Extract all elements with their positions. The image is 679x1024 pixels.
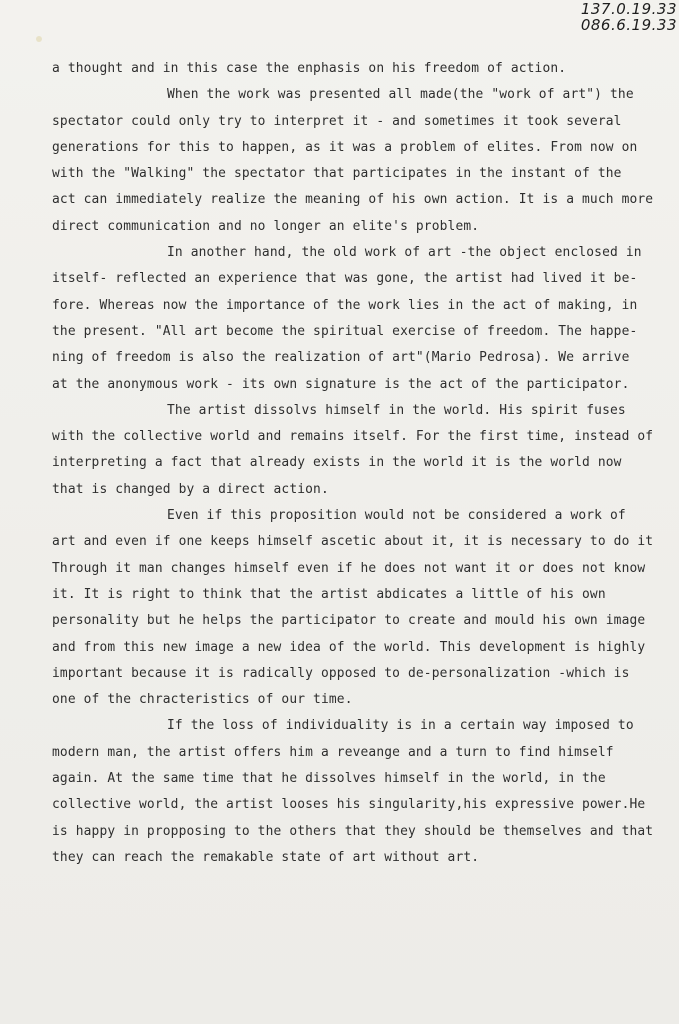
text-line: collective world, the artist looses his singularity,his expressive power.He	[52, 797, 646, 813]
text-line: with the collective world and remains itself. For the first time, instead of	[52, 429, 654, 445]
text-line: personality but he helps the participator to create and mould his own image	[52, 613, 646, 629]
text-line: The artist dissolvs himself in the world. His spirit fuses	[167, 402, 626, 418]
text-line: itself- reflected an experience that was gone, the artist had lived it be-	[52, 271, 638, 287]
archive-code-secondary: 086.6.19.33	[580, 16, 677, 34]
text-line: If the loss of individuality is in a certain way imposed to	[167, 718, 634, 734]
text-line: direct communication and no longer an elite's problem.	[52, 218, 480, 234]
text-line: the present. "All art become the spiritual exercise of freedom. The happe-	[52, 323, 638, 339]
text-line: one of the chracteristics of our time.	[52, 692, 353, 708]
text-line: Through it man changes himself even if he does not want it or does not know	[52, 560, 646, 576]
text-line: When the work was presented all made(the "work of art") the	[167, 87, 634, 103]
paper-stain	[36, 36, 42, 42]
text-line: interpreting a fact that already exists in the world it is the world now	[52, 455, 622, 471]
text-line: that is changed by a direct action.	[52, 481, 329, 497]
text-line: act can immediately realize the meaning of his own action. It is a much more	[52, 192, 654, 208]
text-line: spectator could only try to interpret it - and sometimes it took several	[52, 113, 622, 129]
text-line: art and even if one keeps himself ascetic about it, it is necessary to do it	[52, 534, 654, 550]
text-line: with the "Walking" the spectator that participates in the instant of the	[52, 166, 622, 182]
text-line: fore. Whereas now the importance of the work lies in the act of making, in	[52, 297, 638, 313]
text-line: at the anonymous work - its own signature is the act of the participator.	[52, 376, 630, 392]
text-line: it. It is right to think that the artist abdicates a little of his own	[52, 586, 606, 602]
text-line: again. At the same time that he dissolves himself in the world, in the	[52, 771, 606, 787]
typewritten-body	[52, 56, 674, 871]
text-line: important because it is radically opposed to de-personalization -which is	[52, 665, 630, 681]
archive-reference-codes	[581, 1, 677, 33]
archive-code-primary: 137.0.19.33	[580, 0, 677, 18]
text-line: is happy in propposing to the others that they should be themselves and that	[52, 823, 654, 839]
text-line: In another hand, the old work of art -the object enclosed in	[167, 245, 642, 261]
text-line: and from this new image a new idea of the world. This development is highly	[52, 639, 646, 655]
text-line: Even if this proposition would not be considered a work of	[167, 508, 626, 524]
text-line: generations for this to happen, as it was a problem of elites. From now on	[52, 139, 638, 155]
text-line: they can reach the remakable state of art without art.	[52, 849, 480, 865]
text-line: modern man, the artist offers him a reveange and a turn to find himself	[52, 744, 614, 760]
text-line: ning of freedom is also the realization of art"(Mario Pedrosa). We arrive	[52, 350, 630, 366]
text-line: a thought and in this case the enphasis on his freedom of action.	[52, 61, 567, 76]
